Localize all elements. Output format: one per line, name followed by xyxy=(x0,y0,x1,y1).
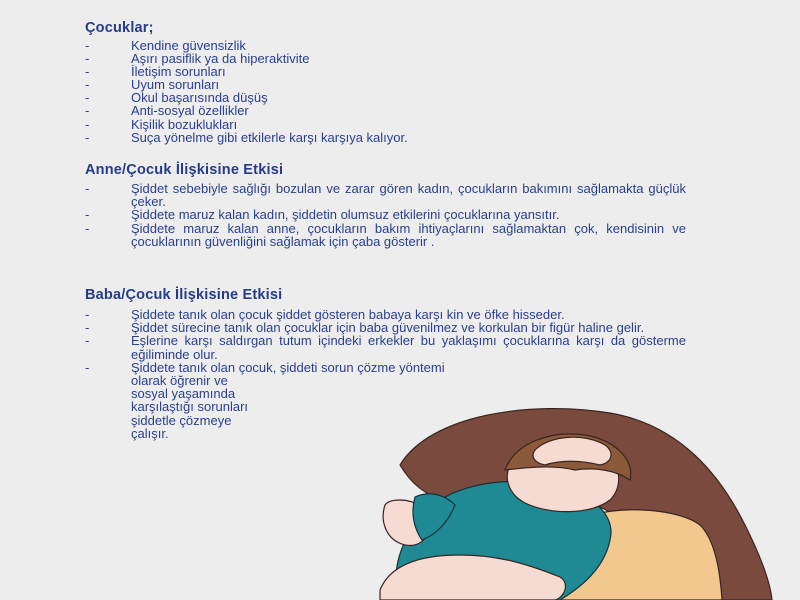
list-item-continuation: sosyal yaşamında xyxy=(131,386,236,402)
bullet-dash: - xyxy=(85,333,90,349)
list-item: - Uyum sorunları xyxy=(85,77,220,93)
bullet-dash: - xyxy=(85,116,90,132)
list-item: - Şiddete tanık olan çocuk, şiddeti sorun çözme yöntemi xyxy=(85,359,445,375)
mother-child-effects-list xyxy=(85,182,686,248)
list-item: - Kişilik bozuklukları xyxy=(85,116,238,132)
bullet-dash: - xyxy=(85,64,90,80)
section-title-father-child: Baba/Çocuk İlişkisine Etkisi xyxy=(85,287,283,303)
bullet-dash: - xyxy=(85,181,90,196)
mother-hugging-child-illustration xyxy=(360,405,780,600)
bullet-dash: - xyxy=(85,359,90,375)
list-item: - İletişim sorunları xyxy=(85,64,226,80)
list-item: - Şiddete maruz kalan anne, çocukların bakım ihtiyaçlarını sağlamaktan çok, kendisinin ve çocuklarının güvenliğini sağlamak için çaba gösterir . xyxy=(85,220,686,249)
bullet-dash: - xyxy=(85,90,90,106)
bullet-dash: - xyxy=(85,38,90,53)
list-item-continuation: karşılaştığı sorunları xyxy=(131,399,249,415)
bullet-dash: - xyxy=(85,307,90,322)
list-item: - Şiddete maruz kalan kadın, şiddetin olumsuz etkilerini çocuklarına yansıtır. xyxy=(85,207,560,223)
section-title-mother-child: Anne/Çocuk İlişkisine Etkisi xyxy=(85,162,284,178)
list-item: - Şiddet sebebiyle sağlığı bozulan ve zarar gören kadın, çocukların bakımını sağlamakta güçlük çeker. xyxy=(85,181,686,210)
list-item-continuation: şiddetle çözmeye xyxy=(131,412,232,428)
bullet-dash: - xyxy=(85,103,90,119)
bullet-dash: - xyxy=(85,129,90,145)
list-item-continuation: olarak öğrenir ve xyxy=(131,373,228,389)
section-title-children: Çocuklar; xyxy=(85,20,154,36)
list-item: - Eşlerine karşı saldırgan tutum içindeki erkekler bu yaklaşımı çocuklarına karşı da gösterme eğiliminde olur. xyxy=(85,333,686,362)
children-effects-list xyxy=(85,39,408,144)
bullet-dash: - xyxy=(85,51,90,67)
list-item: - Şiddet sürecine tanık olan çocuklar için baba güvenilmez ve korkulan bir figür haline gelir. xyxy=(85,320,645,336)
list-item: - Suça yönelme gibi etkilerle karşı karşıya kalıyor. xyxy=(85,129,408,145)
list-item: - Okul başarısında düşüş xyxy=(85,90,268,106)
list-item: - Kendine güvensizlik xyxy=(85,38,246,53)
bullet-dash: - xyxy=(85,320,90,336)
list-item: - Aşırı pasiflik ya da hiperaktivite xyxy=(85,51,310,67)
list-item-continuation: çalışır. xyxy=(131,425,169,441)
bullet-dash: - xyxy=(85,220,90,236)
list-item: - Anti-sosyal özellikler xyxy=(85,103,249,119)
bullet-dash: - xyxy=(85,207,90,223)
bullet-dash: - xyxy=(85,77,90,93)
list-item: - Şiddete tanık olan çocuk şiddet gösteren babaya karşı kin ve öfke hisseder. xyxy=(85,307,565,322)
